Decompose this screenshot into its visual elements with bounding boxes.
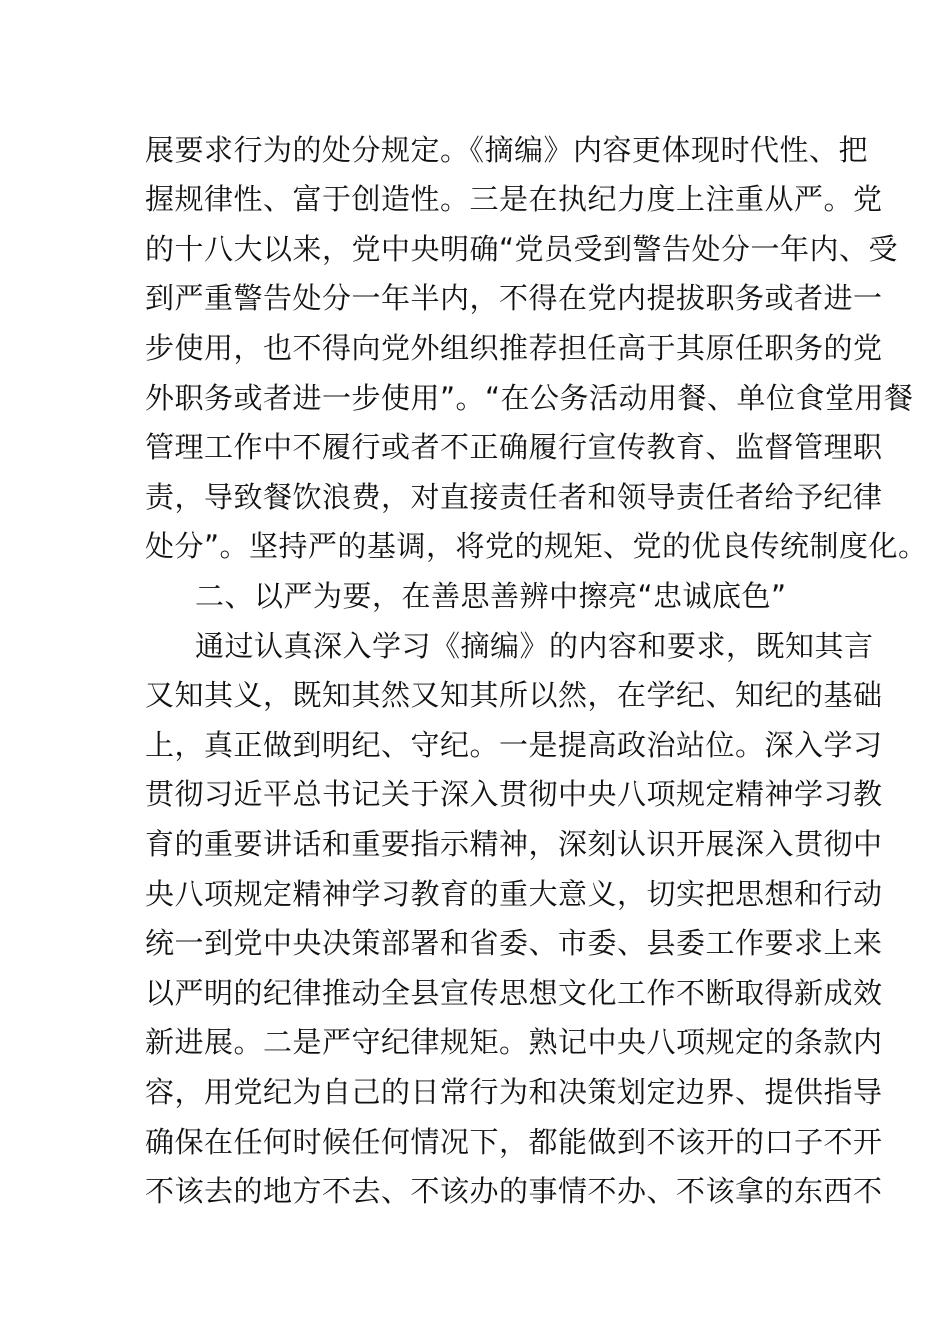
text-line: 以严明的纪律推动全县宣传思想文化工作不断取得新成效 [145, 976, 883, 1010]
text-line: 的十八大以来，党中央明确“党员受到警告处分一年内、受 [145, 232, 899, 266]
text-line: 央八项规定精神学习教育的重大意义，切实把思想和行动 [145, 877, 883, 911]
text-line: 握规律性、富于创造性。三是在执纪力度上注重从严。党 [145, 182, 883, 216]
text-line: 新进展。二是严守纪律规矩。熟记中央八项规定的条款内 [145, 1025, 883, 1059]
text-line: 统一到党中央决策部署和省委、市委、县委工作要求上来 [145, 926, 883, 960]
text-line: 育的重要讲话和重要指示精神，深刻认识开展深入贯彻中 [145, 827, 883, 861]
text-line: 确保在任何时候任何情况下，都能做到不该开的口子不开 [145, 1125, 883, 1159]
text-line: 管理工作中不履行或者不正确履行宣传教育、监督管理职 [145, 430, 883, 464]
text-line: 又知其义，既知其然又知其所以然，在学纪、知纪的基础 [145, 678, 883, 712]
text-line: 到严重警告处分一年半内，不得在党内提拔职务或者进一 [145, 281, 883, 315]
text-line: 贯彻习近平总书记关于深入贯彻中央八项规定精神学习教 [145, 777, 883, 811]
paragraph-first-line: 通过认真深入学习《摘编》的内容和要求，既知其言 [195, 629, 874, 663]
text-line: 容，用党纪为自己的日常行为和决策划定边界、提供指导 [145, 1075, 883, 1109]
text-line: 责，导致餐饮浪费，对直接责任者和领导责任者给予纪律 [145, 480, 883, 514]
text-line: 外职务或者进一步使用”。“在公务活动用餐、单位食堂用餐 [145, 381, 914, 415]
text-line: 步使用，也不得向党外组织推荐担任高于其原任职务的党 [145, 331, 883, 365]
text-line: 上，真正做到明纪、守纪。一是提高政治站位。深入学习 [145, 728, 883, 762]
text-line: 不该去的地方不去、不该办的事情不办、不该拿的东西不 [145, 1174, 883, 1208]
text-line: 展要求行为的处分规定。《摘编》内容更体现时代性、把 [145, 133, 869, 167]
section-heading: 二、以严为要，在善思善辨中擦亮“忠诚底色” [195, 579, 787, 613]
text-line: 处分”。坚持严的基调，将党的规矩、党的优良传统制度化。 [145, 529, 928, 563]
